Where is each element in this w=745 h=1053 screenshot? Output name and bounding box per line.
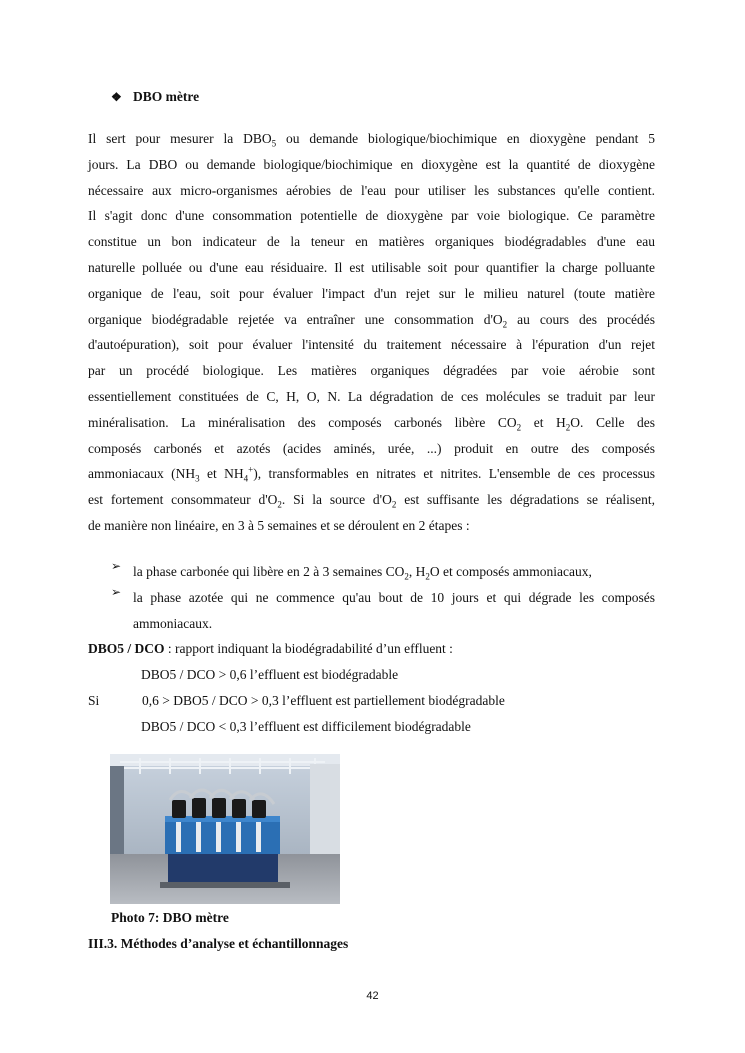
section-title: III.3. Méthodes d’analyse et échantillonnages: [88, 936, 349, 951]
paragraph-line: Il sert pour mesurer la $DBO_5$ ou demande biologique/biochimique en dioxygène pendant 5: [88, 131, 655, 149]
ratio-condition: [88, 714, 655, 740]
ratio-condition: [88, 688, 655, 714]
paragraph-line: jours. La DBO ou demande biologique/biochimique en dioxygène est la quantité de dioxygène: [88, 156, 655, 172]
paragraph-line: est fortement consommateur $d'O_2$. Si la source $d'O_2$ est suffisante les dégradations se réalisent,: [88, 492, 655, 510]
arrow-bullet-icon: ➢: [111, 584, 122, 599]
paragraph-line: d'autoépuration), soit pour évaluer l'intensité du traitement nécessaire à l'épuration d'un rejet: [88, 337, 655, 353]
body-paragraph: [88, 126, 655, 539]
page-number: 42: [366, 990, 379, 1002]
heading-text: DBO mètre: [133, 89, 200, 104]
ratio-description: : rapport indiquant la biodégradabilité d’un effluent :: [164, 641, 453, 656]
ratio-condition: [88, 662, 655, 688]
paragraph-line: ammoniacaux ($NH_3$ et $NH_4^+$), transformables en nitrates et nitrites. L'ensemble de ces processus: [88, 464, 655, 485]
photo-caption: Photo 7: DBO mètre: [111, 910, 229, 925]
paragraph-line: par un procédé biologique. Les matières organiques dégradées par voie aérobie sont: [88, 363, 655, 379]
diamond-bullet-icon: ❖: [111, 90, 122, 104]
paragraph-line: minéralisation. La minéralisation des composés carbonés libère $CO_2$ et $H_2O$. Celle des: [88, 414, 655, 433]
paragraph-line: nécessaire aux micro-organismes aérobies de l'eau pour utiliser les substances qu'elle contient.: [88, 182, 655, 198]
ratio-label: DBO5 / DCO: [88, 641, 165, 656]
paragraph-line: organique biodégradable rejetée va entraîner une consommation $d'O_2$ au cours des procédés: [88, 311, 655, 330]
condition-text: DBO5 / DCO > 0,6 l’effluent est biodégradable: [141, 667, 399, 682]
bullet-text: la phase azotée qui ne commence qu'au bout de 10 jours et qui dégrade les composés: [133, 589, 655, 605]
paragraph-line: de manière non linéaire, en 3 à 5 semaines et se déroulent en 2 étapes :: [88, 517, 470, 533]
bullet-item: [111, 585, 655, 637]
bullet-item: [111, 559, 655, 585]
bullet-text: la phase carbonée qui libère en 2 à 3 semaines $CO_2$, $H_2O$ et composés ammoniacaux,: [133, 564, 592, 582]
paragraph-line: naturelle polluée ou d'une eau résiduaire. Il est utilisable soit pour quantifier la charge polluante: [88, 259, 655, 275]
bullet-list: [111, 559, 655, 636]
section-heading: [111, 89, 199, 105]
bod-meter-photo: [110, 754, 340, 904]
ratio-intro: [88, 636, 655, 662]
paragraph-line: constitue un bon indicateur de la teneur en matières organiques biodégradables d'une eau: [88, 234, 655, 250]
paragraph-line: essentiellement constituées de C, H, O, N. La dégradation de ces molécules se traduit par leur: [88, 388, 655, 404]
condition-text: 0,6 > DBO5 / DCO > 0,3 l’effluent est partiellement biodégradable: [142, 693, 505, 708]
paragraph-line: organique de l'eau, soit pour évaluer l'impact d'un rejet sur le milieu naturel (toute matière: [88, 285, 655, 301]
ratio-block: [88, 636, 655, 740]
condition-text: DBO5 / DCO < 0,3 l’effluent est difficilement biodégradable: [141, 719, 471, 734]
paragraph-line: Il s'agit donc d'une consommation potentielle de dioxygène par voie biologique. Ce paramètre: [88, 208, 655, 224]
paragraph-line: composés carbonés et azotés (acides aminés, urée, ...) produit en outre des composés: [88, 440, 655, 456]
si-label: Si: [88, 693, 100, 708]
bullet-text: ammoniacaux.: [133, 615, 213, 631]
arrow-bullet-icon: ➢: [111, 559, 122, 573]
